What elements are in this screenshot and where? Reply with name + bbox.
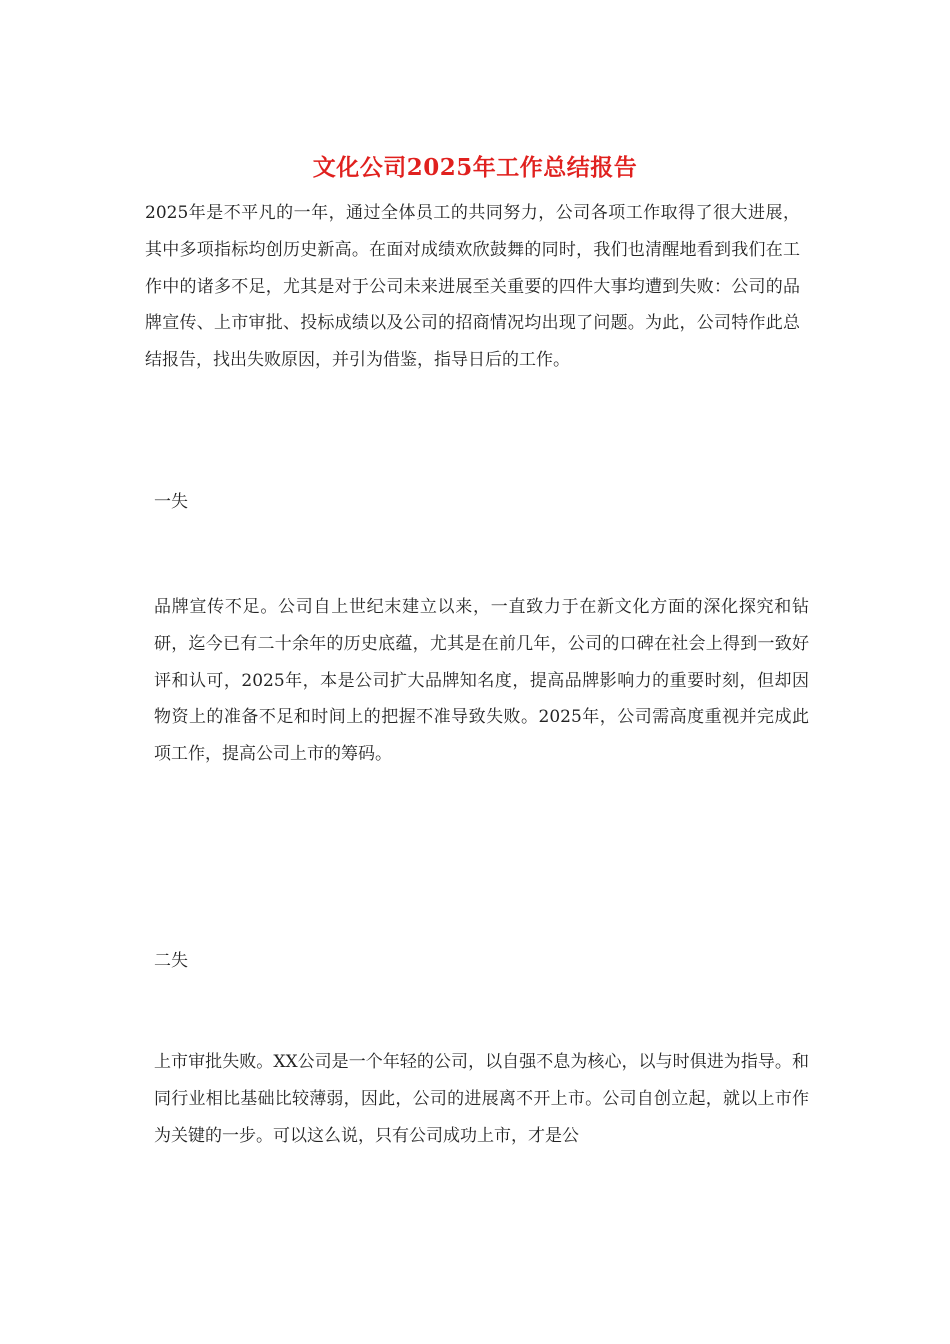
document-title: 文化公司2025年工作总结报告 xyxy=(312,154,638,181)
intro-paragraph: 2025年是不平凡的一年，通过全体员工的共同努力，公司各项工作取得了很大进展，其中多项指标均创历史新高。在面对成绩欢欣鼓舞的同时，我们也清醒地看到我们在工作中的诸多不足，尤其是对于公司未来进展至关重要的四件大事均遭到失败：公司的品牌宣传、上市审批、投标成绩以及公司的招商情况均出现了问题。为此，公司特作此总结报告，找出失败原因，并引为借鉴，指导日后的工作。 xyxy=(145,203,800,371)
section-heading-1: 一失 xyxy=(154,492,188,512)
section-body-1: 品牌宣传不足。公司自上世纪末建立以来，一直致力于在新文化方面的深化探究和钻研，迄今已有二十余年的历史底蕴，尤其是在前几年，公司的口碑在社会上得到一致好评和认可，2025年，本是公司扩大品牌知名度，提高品牌影响力的重要时刻，但却因物资上的准备不足和时间上的把握不准导致失败。2025年，公司需高度重视并完成此项工作，提高公司上市的筹码。 xyxy=(154,597,809,765)
section-body-2: 上市审批失败。XX公司是一个年轻的公司，以自强不息为核心，以与时俱进为指导。和同行业相比基础比较薄弱，因此，公司的进展离不开上市。公司自创立起，就以上市作为关键的一步。可以这么说，只有公司成功上市，才是公 xyxy=(154,1052,809,1146)
section-heading-2: 二失 xyxy=(154,951,188,971)
